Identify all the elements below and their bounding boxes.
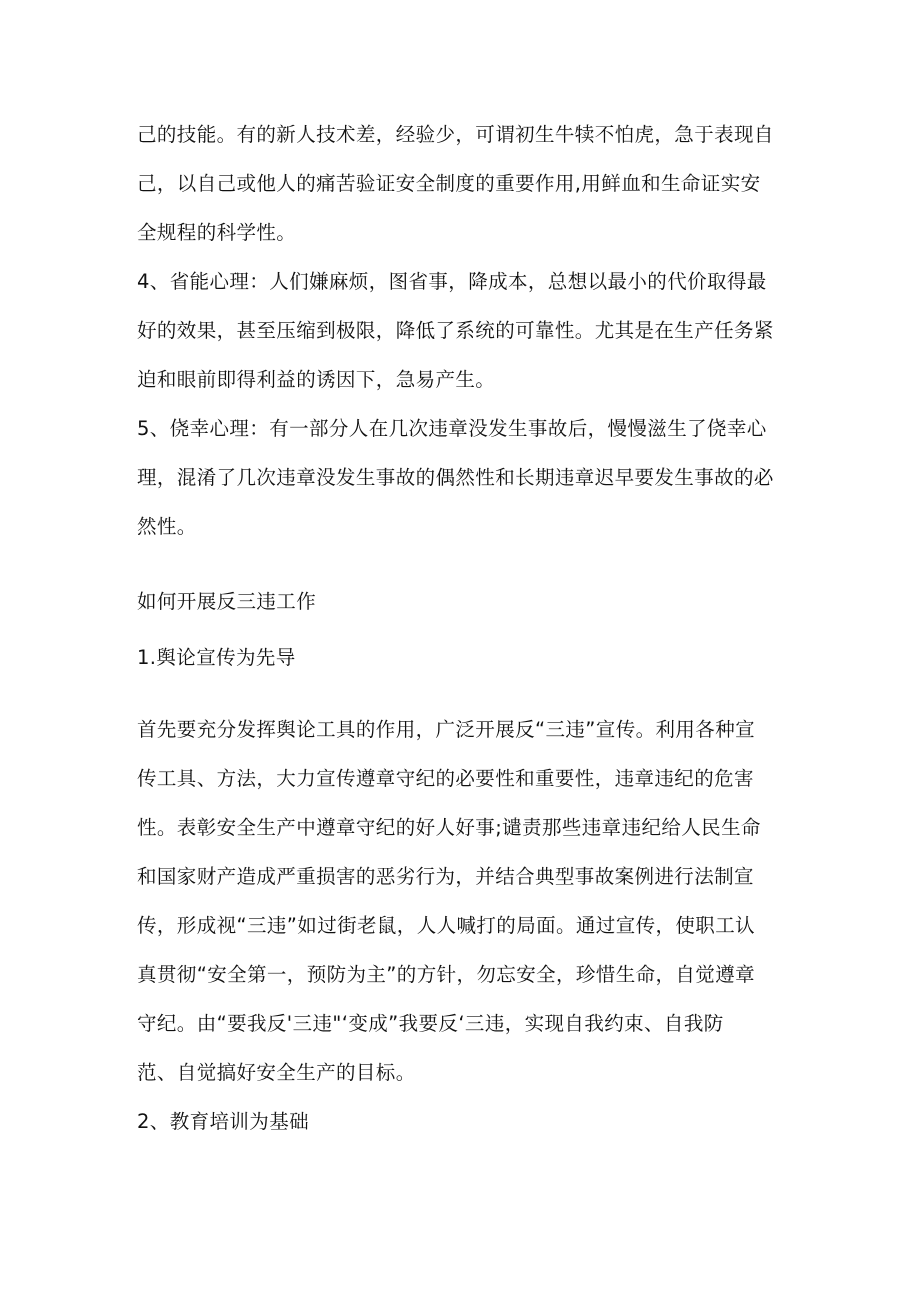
- paragraph-line: 范、自觉搞好安全生产的目标。: [137, 1061, 416, 1084]
- paragraph-line: 守纪。由“要我反'三违"‘变成”我要反‘三违，实现自我约束、自我防: [137, 1012, 724, 1035]
- paragraph-line: 性。表彰安全生产中遵章守纪的好人好事;谴责那些违章违纪给人民生命: [137, 816, 761, 839]
- paragraph-line: 全规程的科学性。: [137, 221, 297, 244]
- paragraph-line: 然性。: [137, 515, 197, 538]
- paragraph-line: 4、省能心理：人们嫌麻烦，图省事，降成本，总想以最小的代价取得最: [137, 270, 767, 293]
- paragraph-line: 传工具、方法，大力宣传遵章守纪的必要性和重要性，违章违纪的危害: [137, 767, 754, 790]
- paragraph-line: 己，以自己或他人的痛苦验证安全制度的重要作用,用鲜血和生命证实安: [137, 172, 761, 195]
- subsection-heading: 1.舆论宣传为先导: [137, 646, 296, 669]
- paragraph-line: 传，形成视“三违”如过街老鼠，人人喊打的局面。通过宣传，使职工认: [137, 914, 756, 937]
- subsection-heading: 2、教育培训为基础: [137, 1110, 310, 1133]
- paragraph-line: 好的效果，甚至压缩到极限，降低了系统的可靠性。尤其是在生产任务紧: [137, 319, 774, 342]
- paragraph-line: 5、侥幸心理：有一部分人在几次违章没发生事故后，慢慢滋生了侥幸心: [137, 417, 767, 440]
- paragraph-line: 首先要充分发挥舆论工具的作用，广泛开展反“三违”宣传。利用各种宣: [137, 718, 756, 741]
- paragraph-line: 真贯彻“安全第一，预防为主”的方针，勿忘安全，珍惜生命，自觉遵章: [137, 963, 756, 986]
- paragraph-line: 己的技能。有的新人技术差，经验少，可谓初生牛犊不怕虎，急于表现自: [137, 123, 774, 146]
- paragraph-line: 迫和眼前即得利益的诱因下，急易产生。: [137, 368, 496, 391]
- section-heading: 如何开展反三违工作: [137, 590, 317, 613]
- paragraph-line: 理，混淆了几次违章没发生事故的偶然性和长期违章迟早要发生事故的必: [137, 466, 774, 489]
- paragraph-line: 和国家财产造成严重损害的恶劣行为，并结合典型事故案例进行法制宣: [137, 865, 754, 888]
